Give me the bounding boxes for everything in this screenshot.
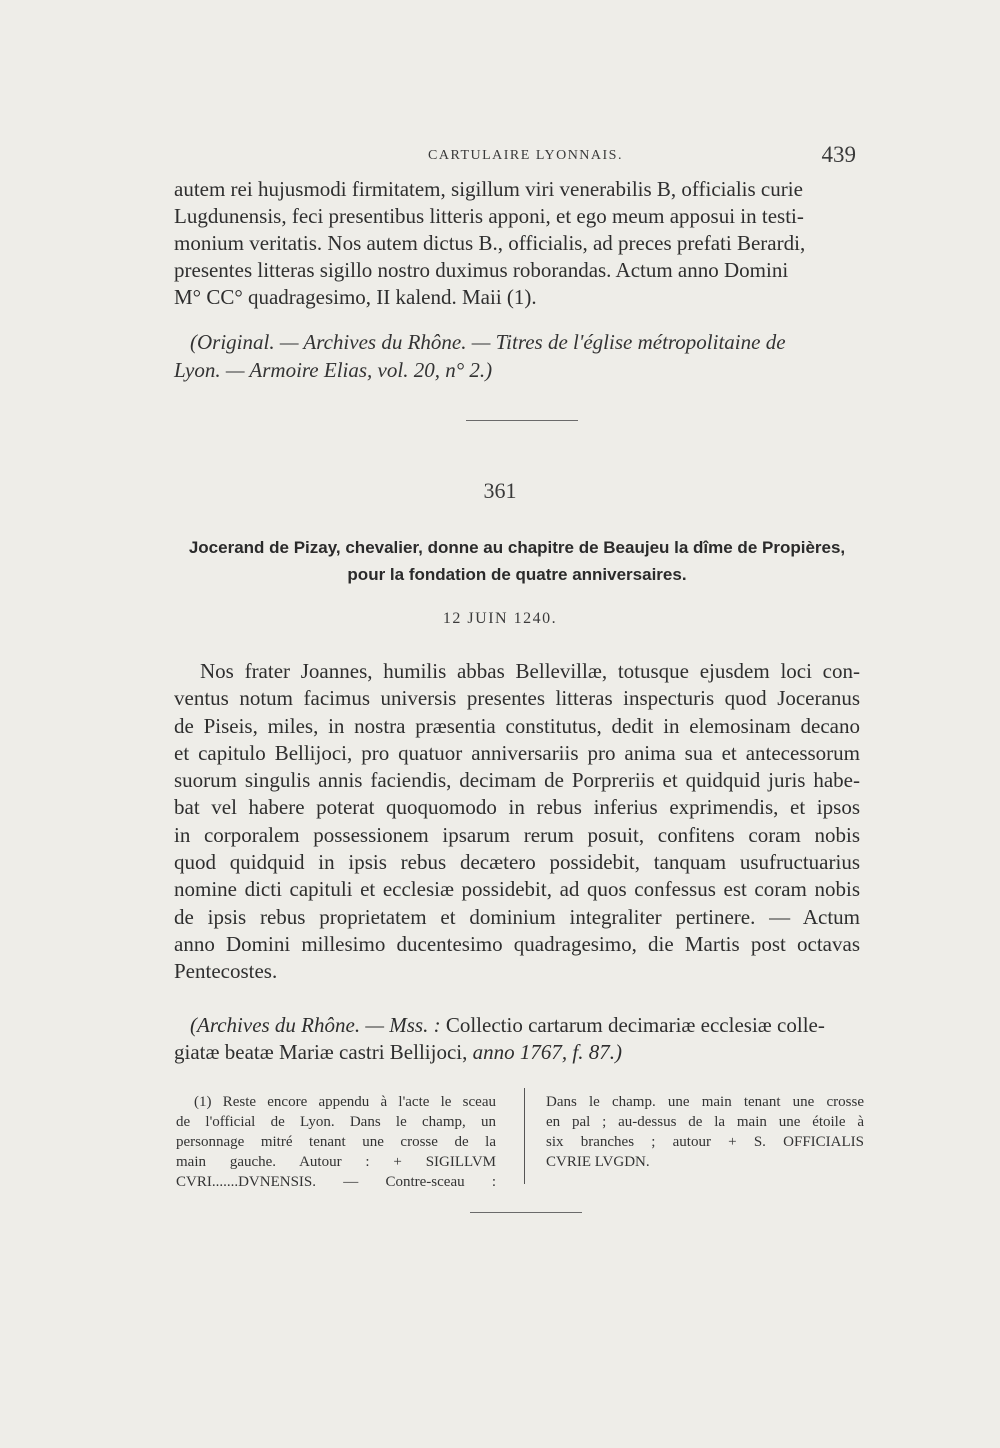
footnote-line: personnage mitré tenant une crosse de la <box>176 1134 496 1150</box>
text-line: et capitulo Bellijoci, pro quatuor anniversariis pro anima sua et antecessorum <box>174 740 860 765</box>
previous-charter-ending <box>174 176 860 311</box>
text-line: de ipsis rebus proprietatem et dominium integraliter pertinere. — Actum <box>174 904 860 929</box>
text-line: ventus notum facimus universis presentes litteras inspecturis quod Joceranus <box>174 686 860 711</box>
running-head <box>176 142 860 170</box>
footnote-line: CVRIE LVGDN. <box>546 1154 650 1170</box>
text-line: autem rei hujusmodi firmitatem, sigillum viri venerabilis B, officialis curie <box>174 177 803 201</box>
source-italic: (Archives du Rhône. — Mss. : <box>190 1013 441 1037</box>
text-line: Pentecostes. <box>174 959 278 984</box>
charter-date: 12 JUIN 1240. <box>442 610 558 627</box>
source-text: giatæ beatæ Mariæ castri Bellijoci, <box>174 1040 468 1064</box>
source-italic: anno 1767, f. 87.) <box>472 1040 622 1064</box>
heading-line: Jocerand de Pizay, chevalier, donne au chapitre de Beaujeu la dîme de Propières, <box>188 538 846 557</box>
text-line: quod quidquid in ipsis rebus decætero possidebit, tanquam usufructuarius <box>174 850 860 875</box>
footnote-left-column <box>176 1092 496 1192</box>
footnote-line: main gauche. Autour : + SIGILLVM <box>176 1154 496 1170</box>
footnote-column-divider <box>524 1088 525 1184</box>
text-line: suorum singulis annis faciendis, decimam de Porpreriis et quidquid juris habe- <box>174 768 860 793</box>
page-number: 439 <box>821 142 856 167</box>
footnote-right-column <box>546 1092 864 1172</box>
bottom-divider <box>470 1212 582 1213</box>
text-line: presentes litteras sigillo nostro duximus roborandas. Actum anno Domini <box>174 258 789 282</box>
text-line: bat vel habere poterat quoquomodo in rebus inferius exprimendis, et ipsos <box>174 795 860 820</box>
section-divider <box>466 420 578 421</box>
text-line: Lugdunensis, feci presentibus litteris apponi, et ego meum apposui in testi- <box>174 204 804 228</box>
footnote-line: CVRI.......DVNENSIS. — Contre-sceau : <box>176 1174 496 1190</box>
citation-line: (Original. — Archives du Rhône. — Titres de l'église métropolitaine de <box>190 330 786 354</box>
footnote-line: de l'official de Lyon. Dans le champ, un <box>176 1114 496 1130</box>
charter-number: 361 <box>483 478 517 503</box>
charter-heading <box>174 534 860 588</box>
charter-source <box>174 1012 860 1066</box>
text-line: nomine dicti capituli et ecclesiæ possidebit, ad quos confessus est coram nobis <box>174 877 860 902</box>
source-text: Collectio cartarum decimariæ ecclesiæ colle- <box>445 1013 825 1037</box>
text-line: de Piseis, miles, in nostra præsentia constitutus, dedit in elemosinam decano <box>174 713 860 738</box>
text-line: Nos frater Joannes, humilis abbas Bellevillæ, totusque ejusdem loci con- <box>200 659 860 683</box>
text-line: in corporalem possessionem ipsarum rerum posuit, confitens coram nobis <box>174 822 860 847</box>
footnote-line: Dans le champ. une main tenant une crosse <box>546 1094 864 1110</box>
footnote-line: en pal ; au-dessus de la main une étoile à <box>546 1114 864 1130</box>
text-line: anno Domini millesimo ducentesimo quadragesimo, die Martis post octavas <box>174 931 860 956</box>
heading-line: pour la fondation de quatre anniversaires. <box>347 565 687 584</box>
charter-body <box>174 658 860 986</box>
footnote-line: (1) Reste encore appendu à l'acte le sceau <box>194 1094 496 1110</box>
previous-charter-citation <box>174 328 860 384</box>
running-head-title: CARTULAIRE LYONNAIS. <box>428 148 623 163</box>
citation-line: Lyon. — Armoire Elias, vol. 20, n° 2.) <box>174 358 493 382</box>
text-line: monium veritatis. Nos autem dictus B., officialis, ad preces prefati Berardi, <box>174 231 806 255</box>
footnote-line: six branches ; autour + S. OFFICIALIS <box>546 1134 864 1150</box>
text-line: M° CC° quadragesimo, II kalend. Maii (1). <box>174 285 537 309</box>
